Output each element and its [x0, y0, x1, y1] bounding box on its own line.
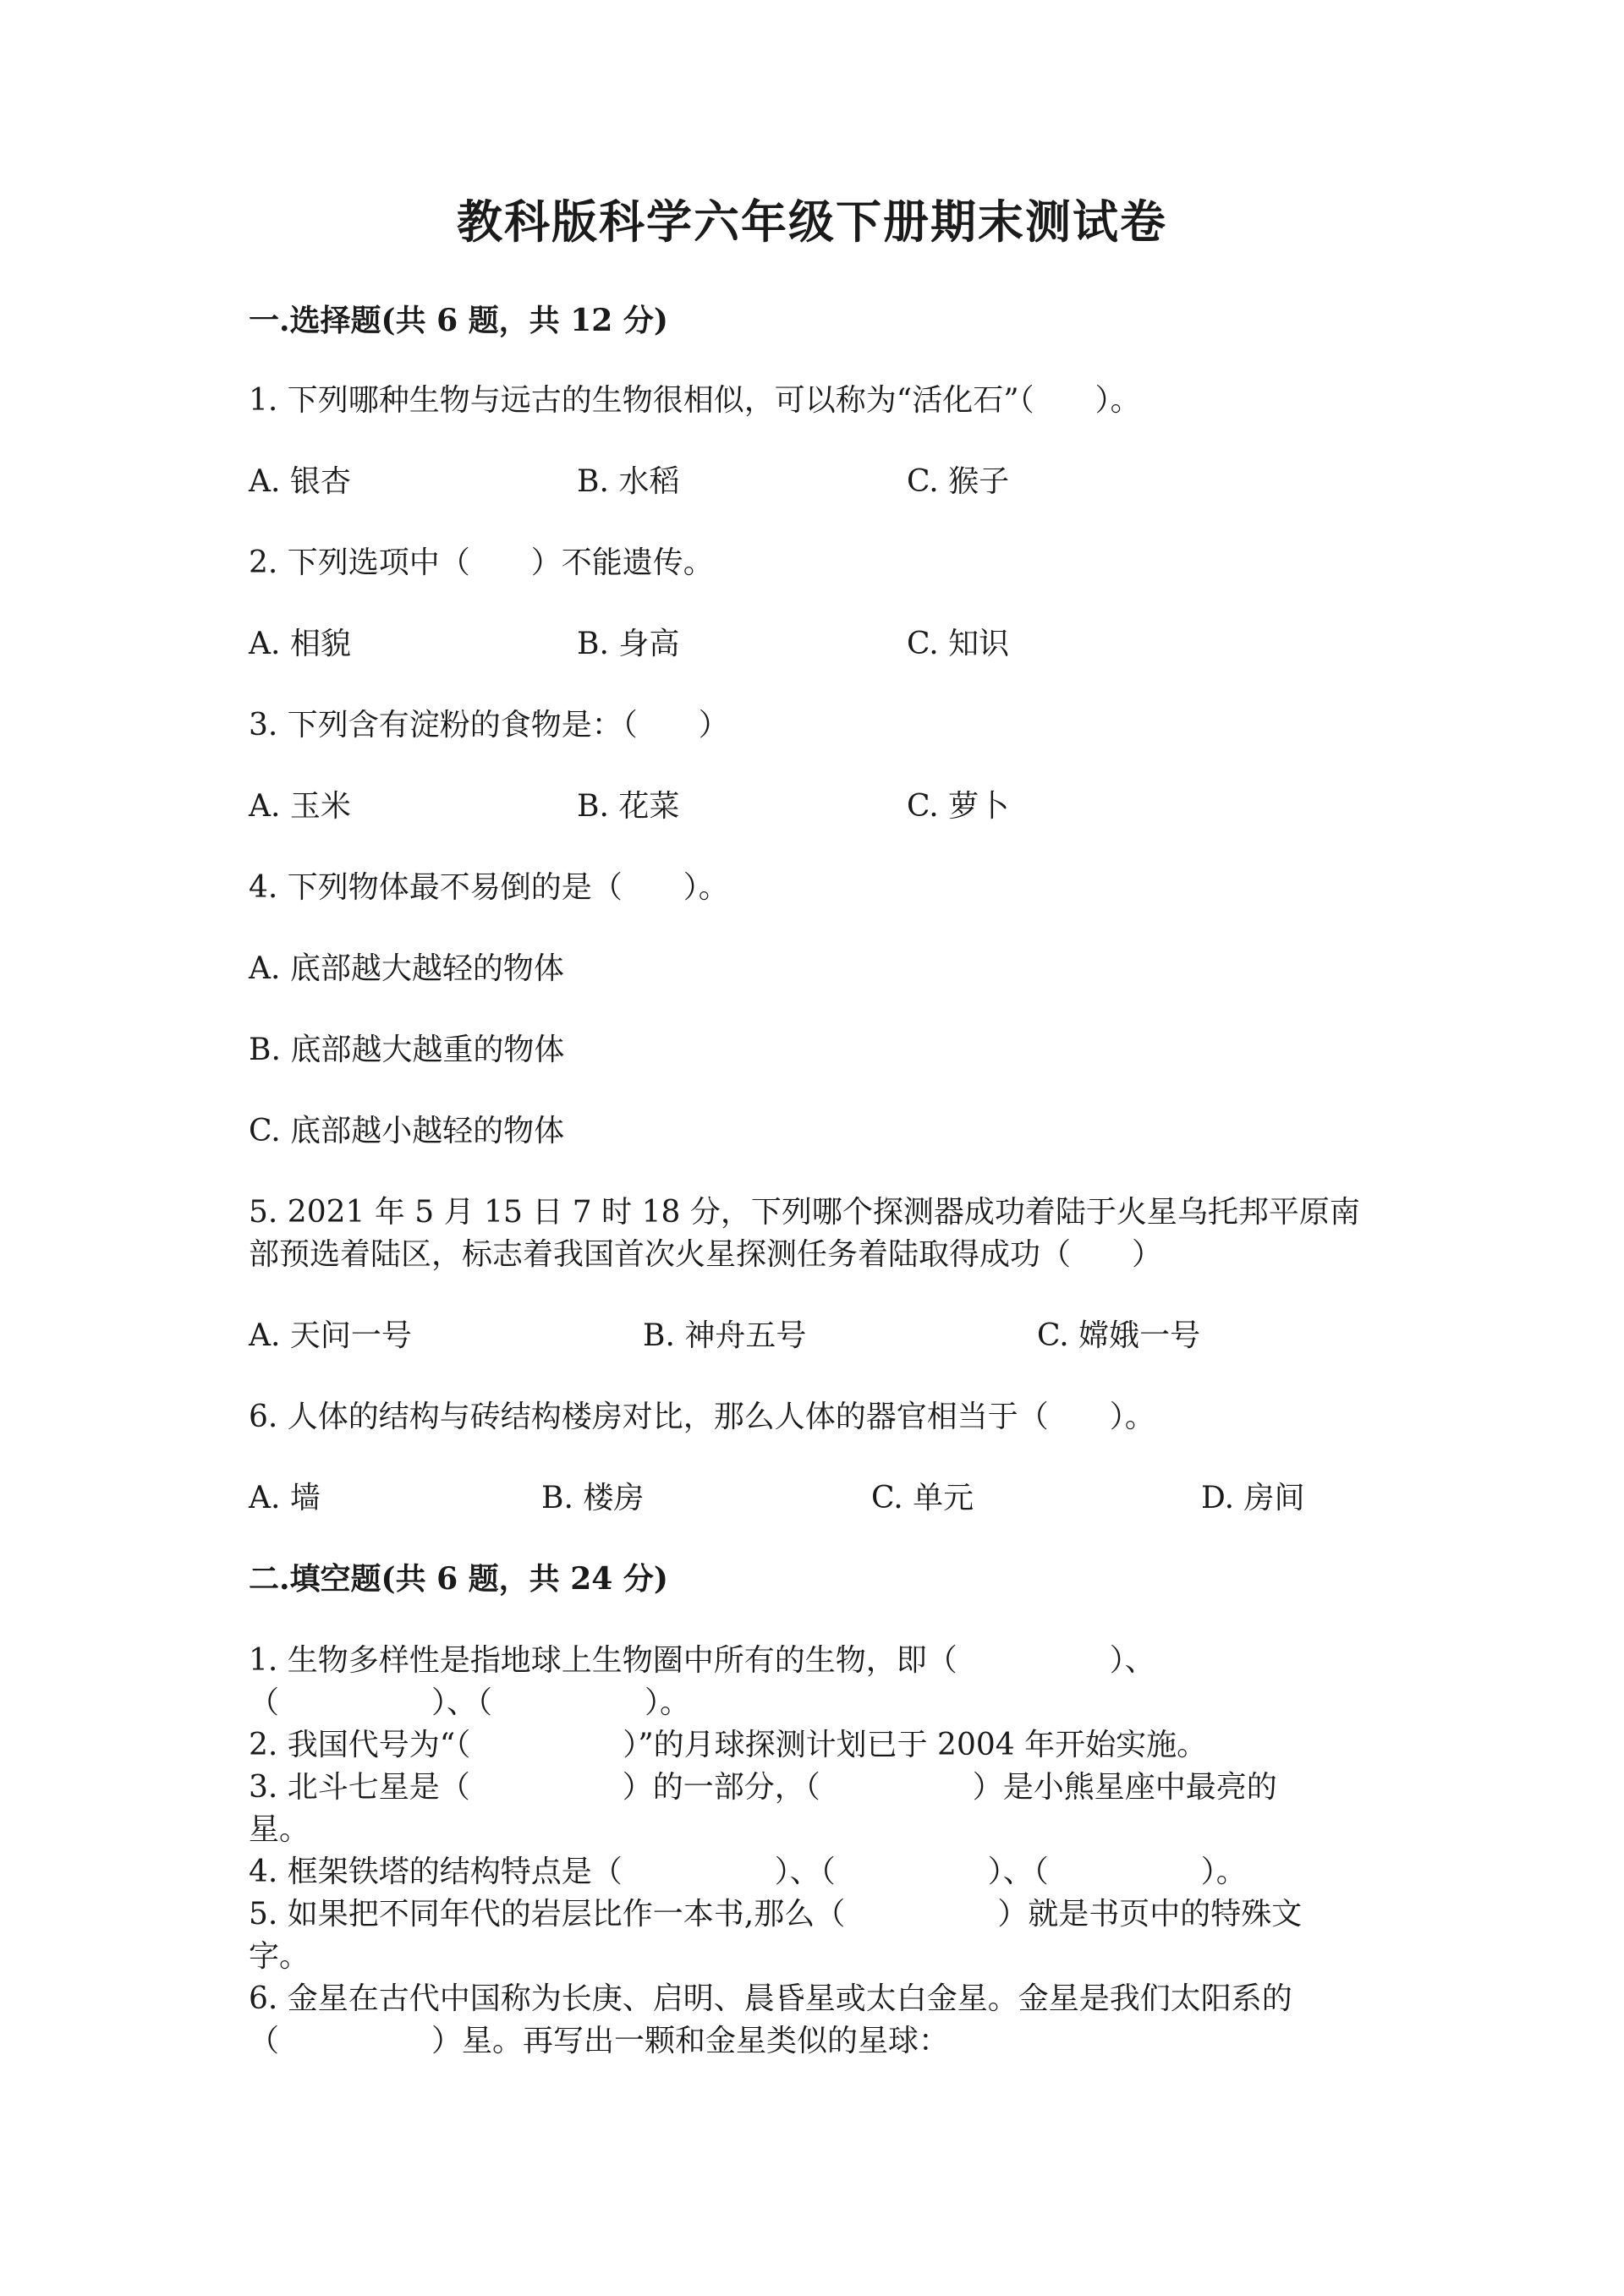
q6-option-a: A. 墙 — [249, 1481, 321, 1515]
q2-option-b: B. 身高 — [577, 627, 680, 661]
question-6-stem: 6. 人体的结构与砖结构楼房对比，那么人体的器官相当于（ ）。 — [249, 1400, 1155, 1434]
q4-option-a: A. 底部越大越轻的物体 — [249, 951, 564, 986]
fill-question-5-line2: 字。 — [249, 1939, 310, 1974]
q4-option-c: C. 底部越小越轻的物体 — [249, 1114, 565, 1148]
q3-option-b: B. 花菜 — [577, 789, 680, 824]
question-2-stem: 2. 下列选项中（ ）不能遗传。 — [249, 545, 714, 580]
question-1-stem: 1. 下列哪种生物与远古的生物很相似，可以称为“活化石”（ ）。 — [249, 383, 1141, 418]
q5-option-c: C. 嫦娥一号 — [1037, 1318, 1201, 1353]
q6-option-c: C. 单元 — [871, 1481, 974, 1515]
q6-option-d: D. 房间 — [1201, 1481, 1305, 1515]
fill-question-3-line1: 3. 北斗七星是（ ）的一部分，（ ）是小熊星座中最亮的 — [249, 1770, 1277, 1805]
q3-option-c: C. 萝卜 — [907, 789, 1010, 824]
section-heading-fill: 二.填空题(共 6 题，共 24 分) — [249, 1561, 668, 1597]
q1-option-b: B. 水稻 — [577, 464, 680, 499]
page-title: 教科版科学六年级下册期末测试卷 — [457, 195, 1167, 249]
question-4-stem: 4. 下列物体最不易倒的是（ ）。 — [249, 870, 729, 905]
question-5-stem-line2: 部预选着陆区，标志着我国首次火星探测任务着陆取得成功（ ） — [249, 1237, 1163, 1272]
question-3-stem: 3. 下列含有淀粉的食物是：（ ） — [249, 708, 729, 743]
q3-option-a: A. 玉米 — [249, 789, 351, 824]
q2-option-c: C. 知识 — [907, 627, 1010, 661]
fill-question-3-line2: 星。 — [249, 1812, 310, 1847]
q1-option-a: A. 银杏 — [249, 464, 351, 499]
fill-question-5-line1: 5. 如果把不同年代的岩层比作一本书,那么（ ）就是书页中的特殊文 — [249, 1897, 1303, 1932]
fill-question-6-line1: 6. 金星在古代中国称为长庚、启明、晨昏星或太白金星。金星是我们太阳系的 — [249, 1981, 1292, 2016]
q5-option-a: A. 天问一号 — [249, 1318, 412, 1353]
fill-question-4-line1: 4. 框架铁塔的结构特点是（ ）、（ ）、（ ）。 — [249, 1855, 1247, 1889]
fill-question-6-line2: （ ）星。再写出一颗和金星类似的星球： — [249, 2024, 950, 2058]
q6-option-b: B. 楼房 — [541, 1481, 645, 1515]
q5-option-b: B. 神舟五号 — [643, 1318, 807, 1353]
q2-option-a: A. 相貌 — [249, 627, 351, 661]
fill-question-2-line1: 2. 我国代号为“（ ）”的月球探测计划已于 2004 年开始实施。 — [249, 1728, 1208, 1762]
q4-option-b: B. 底部越大越重的物体 — [249, 1033, 565, 1067]
q1-option-c: C. 猴子 — [907, 464, 1010, 499]
fill-question-1-line2: （ ）、（ ）。 — [249, 1685, 691, 1720]
fill-question-1-line1: 1. 生物多样性是指地球上生物圈中所有的生物，即（ ）、 — [249, 1643, 1155, 1678]
section-heading-choice: 一.选择题(共 6 题，共 12 分) — [249, 303, 668, 338]
question-5-stem-line1: 5. 2021 年 5 月 15 日 7 时 18 分，下列哪个探测器成功着陆于火星乌托邦平原南 — [249, 1195, 1360, 1230]
